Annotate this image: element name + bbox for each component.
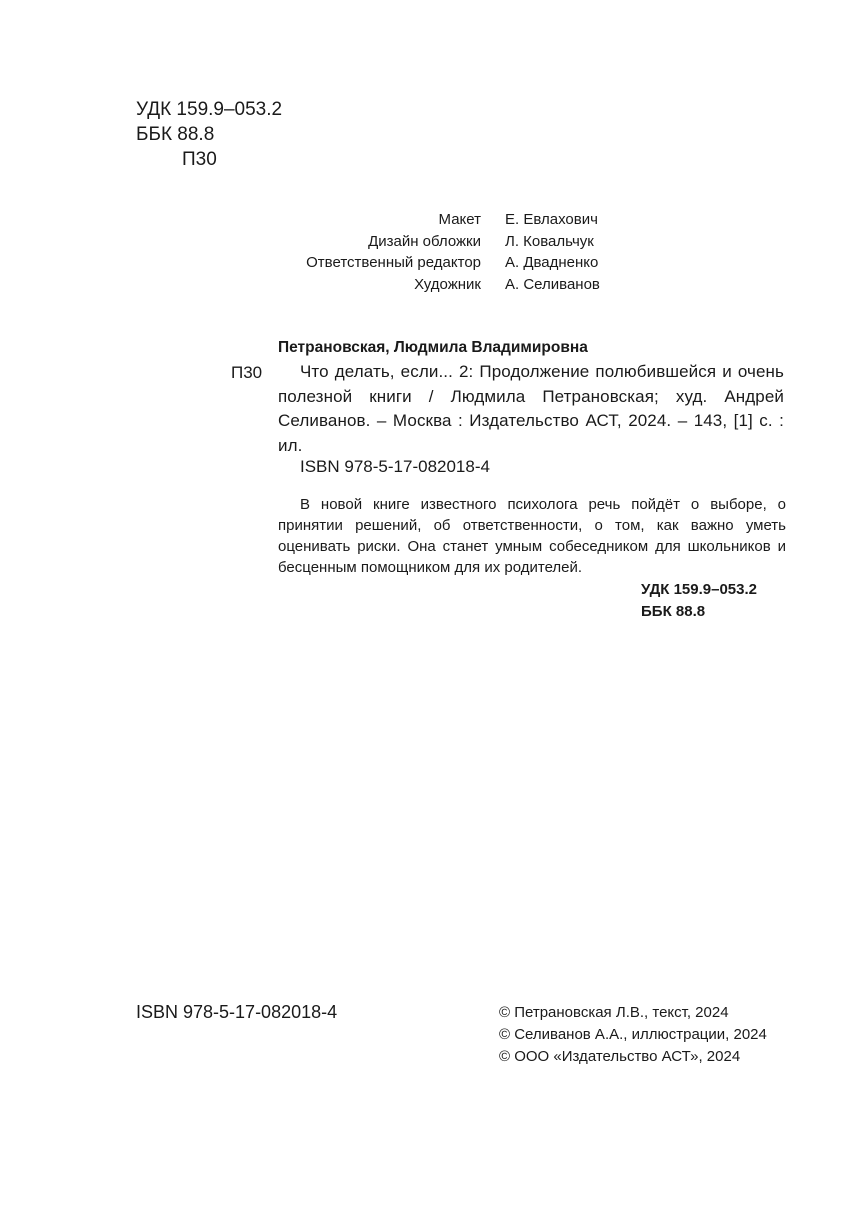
credit-name: А. Двадненко: [505, 254, 599, 271]
credit-name: Е. Евлахович: [505, 211, 598, 228]
credit-row: [280, 274, 660, 296]
copyright-line: © ООО «Издательство АСТ», 2024: [499, 1048, 741, 1065]
bib-author-mark: П30: [231, 363, 263, 382]
credit-role: Дизайн обложки: [368, 232, 481, 250]
credit-role: Ответственный редактор: [306, 254, 481, 271]
credit-role: Макет: [438, 211, 481, 228]
credit-name: А. Селиванов: [505, 275, 600, 293]
annotation-udk: УДК 159.9–053.2: [641, 581, 757, 598]
credit-role: Художник: [414, 275, 481, 293]
bib-author: Петрановская, Людмила Владимировна: [278, 339, 588, 356]
copyright-line: © Селиванов А.А., иллюстрации, 2024: [499, 1026, 767, 1043]
bib-isbn: ISBN 978-5-17-082018-4: [300, 457, 490, 476]
annotation-bbk: ББК 88.8: [641, 602, 706, 620]
bib-description: Что делать, если... 2: Продолжение полюбившейся и очень полезной книги / Людмила Петрановская; худ. Андрей Селиванов. – Москва : Издательство АСТ, 2024. – 143, [1] с. : ил.: [278, 362, 784, 455]
annotation-codes: [641, 579, 757, 622]
footer-isbn: ISBN 978-5-17-082018-4: [136, 1002, 338, 1022]
credit-row: [280, 209, 660, 231]
credit-row: [280, 231, 660, 253]
copyright-line: © Петрановская Л.В., текст, 2024: [499, 1004, 729, 1021]
copyright-block: [499, 1002, 767, 1068]
annotation-text: В новой книге известного психолога речь пойдёт о выборе, о принятии решений, об ответственности, о том, как важно уметь оценивать риски. Она станет умным собеседником для школьников и бесценным помощником для их родителей.: [278, 496, 786, 576]
credit-row: [280, 252, 660, 274]
author-mark: П30: [182, 149, 217, 170]
credit-name: Л. Ковальчук: [505, 232, 594, 250]
credits-table: [280, 209, 660, 295]
bbk-code: ББК 88.8: [136, 124, 215, 145]
udk-code: УДК 159.9–053.2: [136, 99, 283, 120]
